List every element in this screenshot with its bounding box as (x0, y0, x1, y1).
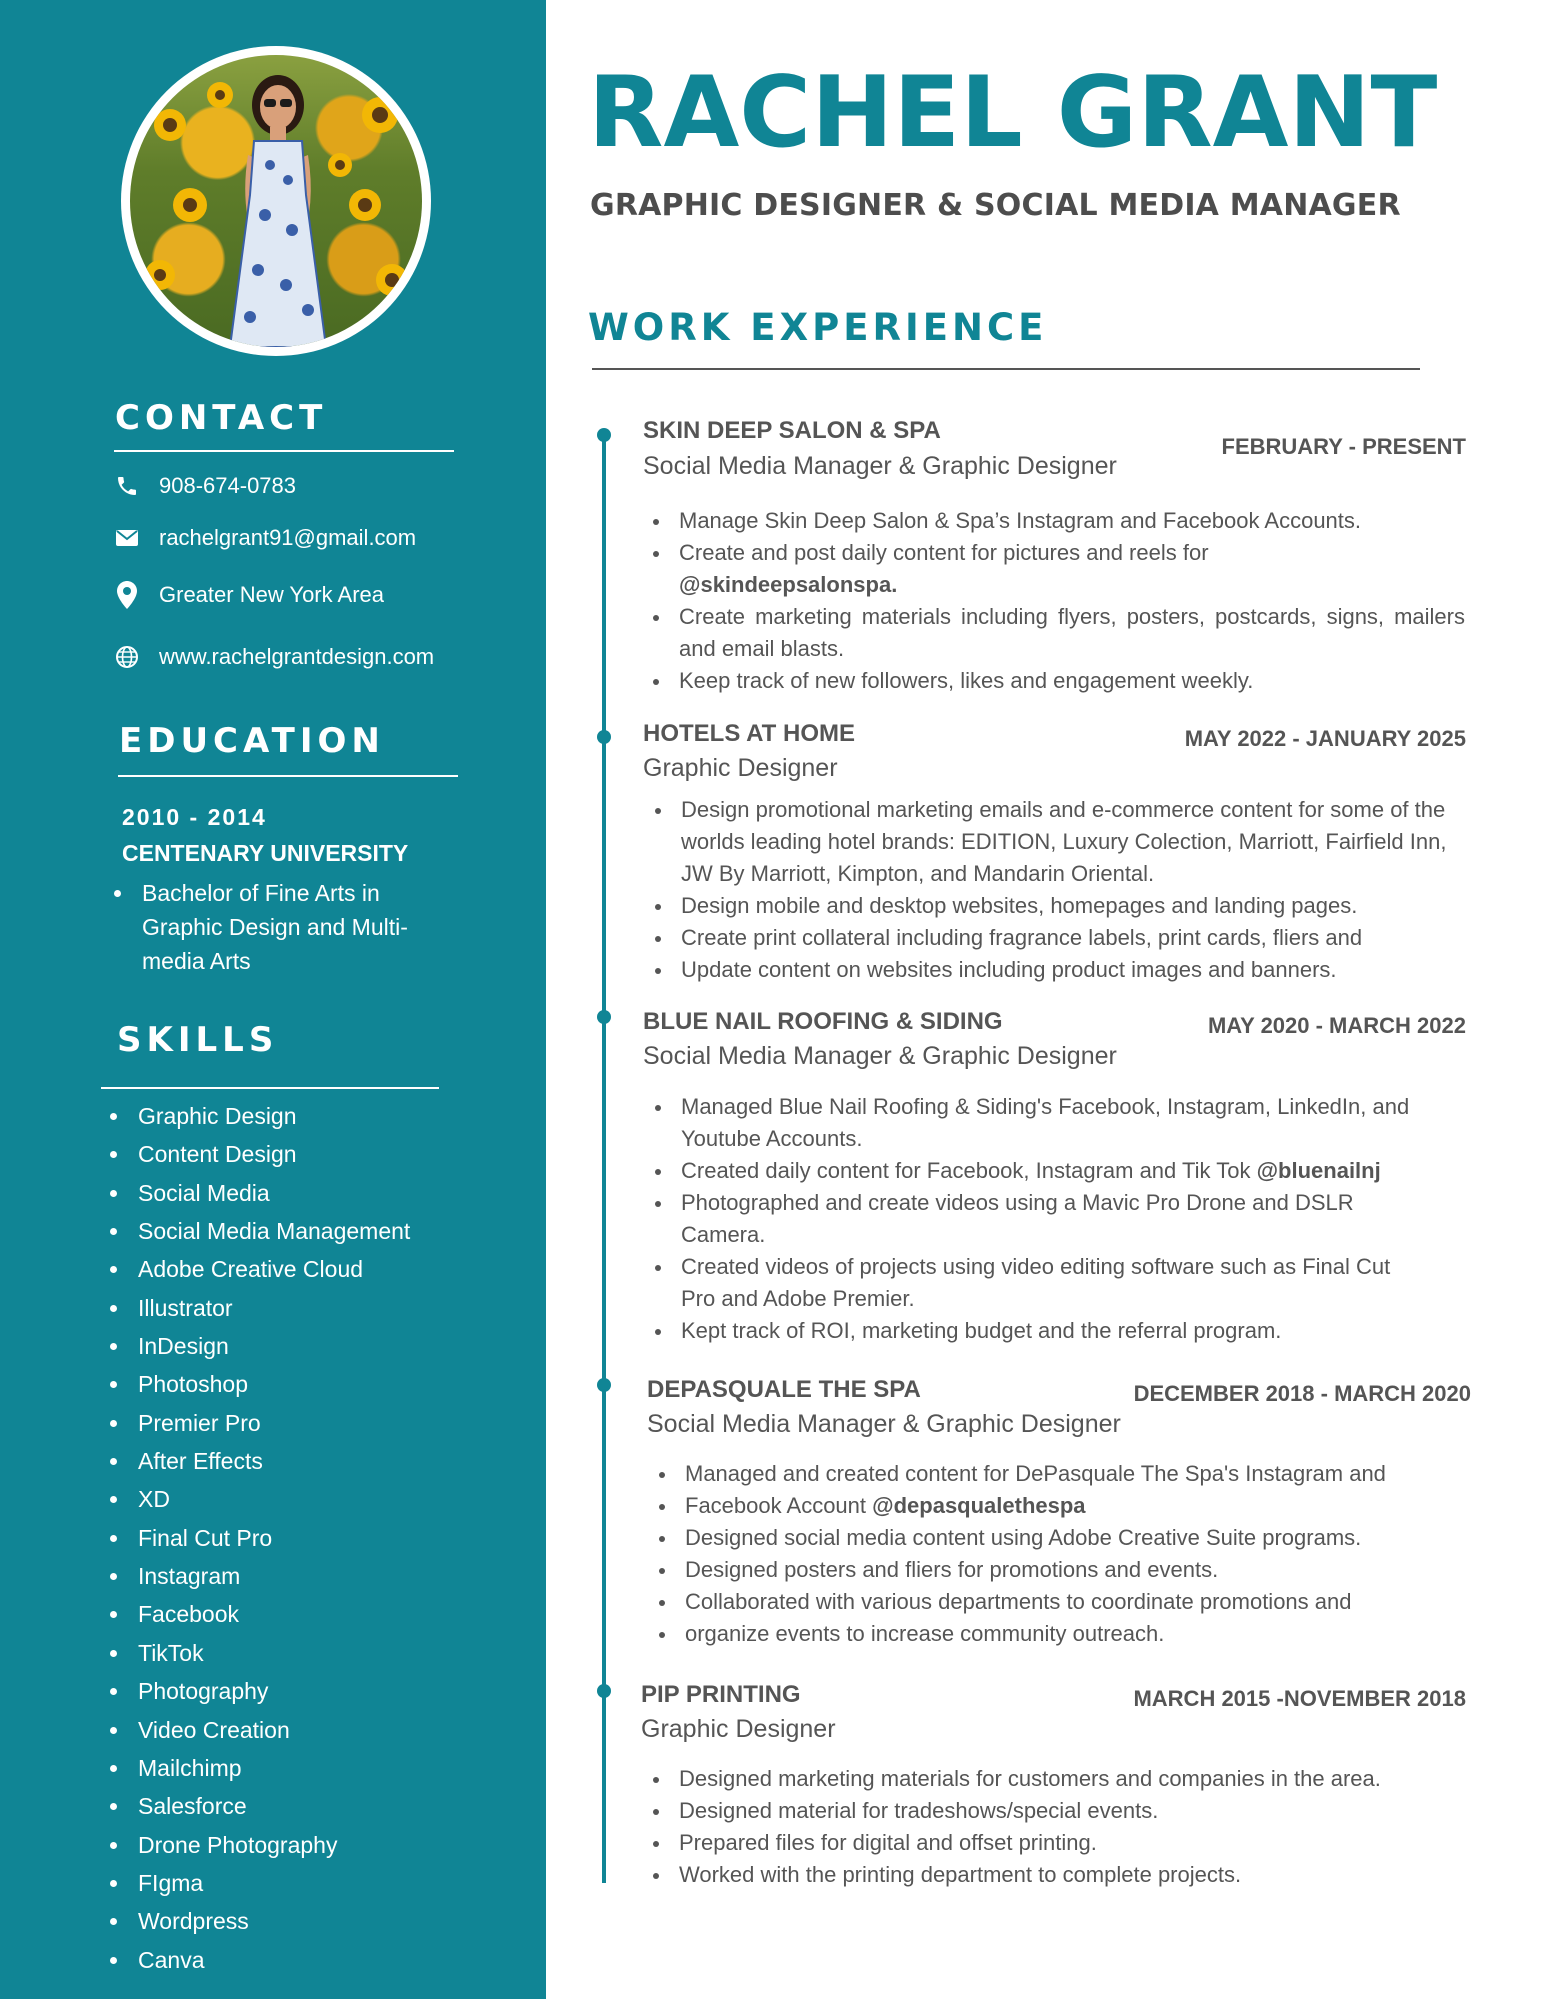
skill-item: Photography (106, 1672, 446, 1710)
job-bullets (645, 1763, 1465, 1891)
contact-email (113, 524, 416, 552)
contact-divider (114, 450, 454, 452)
job-dates: FEBRUARY - PRESENT (1221, 434, 1466, 459)
skills-divider (101, 1087, 439, 1089)
timeline-dot (597, 1684, 611, 1698)
job-bullet: Managed Blue Nail Roofing & Siding's Facebook, Instagram, LinkedIn, and Youtube Accounts. (647, 1091, 1427, 1155)
email-link[interactable]: rachelgrant91@gmail.com (159, 525, 417, 550)
skill-item: Content Design (106, 1135, 446, 1173)
job-bullet: Create print collateral including fragrance labels, print cards, fliers and (647, 922, 1457, 954)
job-bullet: Update content on websites including product images and banners. (647, 954, 1457, 986)
location-text: Greater New York Area (159, 582, 385, 607)
social-handle: @skindeepsalonspa. (679, 572, 898, 597)
skill-item: InDesign (106, 1327, 446, 1365)
skill-item: Adobe Creative Cloud (106, 1250, 446, 1288)
skills-heading: SKILLS (117, 1020, 279, 1060)
phone-icon (113, 472, 141, 500)
job-role: Graphic Designer (641, 1715, 836, 1743)
contact-location (113, 581, 384, 609)
education-years: 2010 - 2014 (122, 804, 267, 830)
skill-item: Video Creation (106, 1711, 446, 1749)
job-bullets (651, 1458, 1461, 1650)
timeline-dot (597, 1010, 611, 1024)
candidate-name: RACHEL GRANT (588, 56, 1438, 170)
sidebar (0, 0, 546, 1999)
globe-icon (113, 643, 141, 671)
skill-item: Photoshop (106, 1365, 446, 1403)
contact-heading: CONTACT (115, 398, 328, 438)
contact-phone (113, 472, 296, 500)
timeline-line (602, 433, 606, 1883)
social-handle: @bluenailnj (1256, 1158, 1381, 1183)
skill-item: Social Media (106, 1174, 446, 1212)
work-experience-heading: WORK EXPERIENCE (588, 306, 1048, 349)
job-bullet-text: Facebook Account (685, 1493, 867, 1518)
job-bullet-text: Create and post daily content for pictures and reels for (679, 540, 1209, 565)
skill-item: After Effects (106, 1442, 446, 1480)
skill-item: Premier Pro (106, 1404, 446, 1442)
skill-item: FIgma (106, 1864, 446, 1902)
job-bullets (647, 794, 1457, 986)
job-company: DEPASQUALE THE SPA (647, 1376, 921, 1403)
contact-website (113, 643, 434, 671)
job-bullet: Collaborated with various departments to coordinate promotions and (651, 1586, 1461, 1618)
job-bullet: Keep track of new followers, likes and engagement weekly. (645, 665, 1465, 697)
skill-item: TikTok (106, 1634, 446, 1672)
skill-item: Salesforce (106, 1787, 446, 1825)
job-bullets (645, 505, 1465, 697)
skill-item: Graphic Design (106, 1097, 446, 1135)
job-role: Social Media Manager & Graphic Designer (643, 1042, 1117, 1070)
job-bullet: Manage Skin Deep Salon & Spa’s Instagram and Facebook Accounts. (645, 505, 1465, 537)
job-bullet: Designed material for tradeshows/special events. (645, 1795, 1465, 1827)
job-dates: MAY 2020 - MARCH 2022 (1207, 1013, 1466, 1038)
work-experience-divider (592, 368, 1420, 370)
job-role: Social Media Manager & Graphic Designer (647, 1410, 1121, 1438)
education-heading: EDUCATION (119, 721, 385, 761)
job-company: PIP PRINTING (641, 1681, 801, 1708)
skills-list (106, 1097, 446, 1979)
social-handle: @depasqualethespa (872, 1493, 1086, 1518)
job-bullet (651, 1490, 1461, 1522)
education-degree: Bachelor of Fine Arts in Graphic Design and Multi-media Arts (110, 876, 410, 978)
job-bullet: Designed posters and fliers for promotions and events. (651, 1554, 1461, 1586)
job-bullet: Designed marketing materials for customers and companies in the area. (645, 1763, 1465, 1795)
job-bullet: Designed social media content using Adobe Creative Suite programs. (651, 1522, 1461, 1554)
job-bullet: Design mobile and desktop websites, homepages and landing pages. (647, 890, 1457, 922)
skill-item: Drone Photography (106, 1826, 446, 1864)
education-divider (118, 775, 458, 777)
education-details (110, 876, 410, 978)
skill-item: Social Media Management (106, 1212, 446, 1250)
job-company: BLUE NAIL ROOFING & SIDING (643, 1008, 1003, 1035)
website-link[interactable]: www.rachelgrantdesign.com (159, 644, 435, 669)
job-company: SKIN DEEP SALON & SPA (643, 417, 941, 444)
job-role: Social Media Manager & Graphic Designer (643, 452, 1117, 480)
job-bullet: Design promotional marketing emails and e-commerce content for some of the worlds leading hotel brands: EDITION, Luxury Colection, Marriott, Fairfield Inn, JW By Marriott, Kimpton, and Mandarin Oriental. (647, 794, 1457, 890)
location-pin-icon (113, 581, 141, 609)
job-bullet (645, 537, 1465, 601)
profile-photo (130, 55, 422, 347)
skill-item: Facebook (106, 1595, 446, 1633)
job-bullet: Create marketing materials including flyers, posters, postcards, signs, mailers and email blasts. (645, 601, 1465, 665)
job-bullet-text: Created daily content for Facebook, Instagram and Tik Tok (681, 1158, 1251, 1183)
timeline-dot (597, 428, 611, 442)
mail-icon (113, 524, 141, 552)
skill-item: XD (106, 1480, 446, 1518)
skill-item: Instagram (106, 1557, 446, 1595)
job-bullet: Created videos of projects using video editing software such as Final Cut Pro and Adobe Premier. (647, 1251, 1427, 1315)
skill-item: Final Cut Pro (106, 1519, 446, 1557)
skill-item: Canva (106, 1941, 446, 1979)
job-dates: MARCH 2015 -NOVEMBER 2018 (1133, 1686, 1466, 1711)
job-bullets (647, 1091, 1427, 1347)
profile-photo-frame (121, 46, 431, 356)
timeline-dot (597, 730, 611, 744)
skill-item: Wordpress (106, 1902, 446, 1940)
job-dates: MAY 2022 - JANUARY 2025 (1184, 726, 1466, 751)
job-role: Graphic Designer (643, 754, 838, 782)
phone-number: 908-674-0783 (159, 473, 297, 498)
job-bullet: Worked with the printing department to complete projects. (645, 1859, 1465, 1891)
education-school: CENTENARY UNIVERSITY (122, 840, 409, 866)
job-bullet: Photographed and create videos using a Mavic Pro Drone and DSLR Camera. (647, 1187, 1427, 1251)
job-dates: DECEMBER 2018 - MARCH 2020 (1133, 1381, 1471, 1406)
candidate-title: GRAPHIC DESIGNER & SOCIAL MEDIA MANAGER (590, 188, 1401, 223)
job-bullet: Kept track of ROI, marketing budget and the referral program. (647, 1315, 1427, 1347)
job-bullet: Prepared files for digital and offset printing. (645, 1827, 1465, 1859)
timeline-dot (597, 1378, 611, 1392)
job-bullet: organize events to increase community outreach. (651, 1618, 1461, 1650)
job-bullet: Managed and created content for DePasquale The Spa's Instagram and (651, 1458, 1461, 1490)
skill-item: Illustrator (106, 1289, 446, 1327)
skill-item: Mailchimp (106, 1749, 446, 1787)
job-bullet (647, 1155, 1427, 1187)
job-company: HOTELS AT HOME (643, 720, 855, 747)
